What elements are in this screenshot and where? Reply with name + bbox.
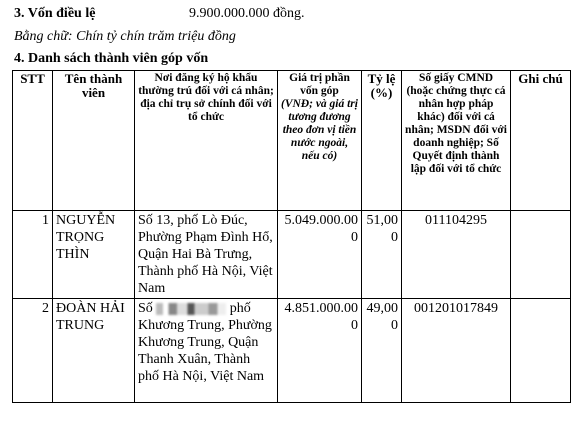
header-stt: STT xyxy=(13,71,53,211)
header-capital xyxy=(278,71,362,211)
table-row xyxy=(13,299,571,403)
address-mid: phố xyxy=(229,301,251,316)
charter-capital-line xyxy=(14,6,305,22)
charter-capital-value: 9.900.000.000 đồng. xyxy=(189,6,305,21)
header-member-name: Tên thành viên xyxy=(53,71,135,211)
header-ratio: Tỷ lệ (%) xyxy=(362,71,402,211)
cell-capital: 5.049.000.000 xyxy=(278,211,362,299)
cell-stt: 2 xyxy=(13,299,53,403)
header-address: Nơi đăng ký hộ khẩu thường trú đối với cá nhân; địa chỉ trụ sở chính đối với tổ chức xyxy=(135,71,278,211)
table-header-row xyxy=(13,71,571,211)
cell-note xyxy=(511,299,571,403)
charter-capital-label: 3. Vốn điều lệ xyxy=(14,6,96,21)
cell-address xyxy=(135,299,278,403)
capital-in-words: Bằng chữ: Chín tỷ chín trăm triệu đồng xyxy=(14,29,236,44)
header-note: Ghi chú xyxy=(511,71,571,211)
cell-member-name: ĐOÀN HẢI TRUNG xyxy=(53,299,135,403)
header-id-document: Số giấy CMND (hoặc chứng thực cá nhân hợp pháp khác) đối với cá nhân; MSDN đối với doanh nghiệp; Số Quyết định thành lập đối với tổ chức xyxy=(402,71,511,211)
cell-address: Số 13, phố Lò Đúc, Phường Phạm Đình Hổ, Quận Hai Bà Trưng, Thành phố Hà Nội, Việt Nam xyxy=(135,211,278,299)
redaction-blur xyxy=(156,303,226,315)
cell-capital: 4.851.000.000 xyxy=(278,299,362,403)
members-section-title: 4. Danh sách thành viên góp vốn xyxy=(14,51,209,66)
cell-ratio: 49,000 xyxy=(362,299,402,403)
cell-id-document: 001201017849 xyxy=(402,299,511,403)
cell-note xyxy=(511,211,571,299)
table-row xyxy=(13,211,571,299)
cell-id-document: 011104295 xyxy=(402,211,511,299)
cell-stt: 1 xyxy=(13,211,53,299)
cell-ratio: 51,000 xyxy=(362,211,402,299)
cell-member-name: NGUYỄN TRỌNG THÌN xyxy=(53,211,135,299)
members-table xyxy=(12,70,571,403)
address-start: Số xyxy=(138,301,153,316)
address-rest: Khương Trung, Phường Khương Trung, Quận Thanh Xuân, Thành phố Hà Nội, Việt Nam xyxy=(138,318,272,384)
header-capital-note: (VNĐ; và giá trị tương đương theo đơn vị tiền nước ngoài, nếu có) xyxy=(281,98,358,162)
header-capital-main: Giá trị phần vốn góp xyxy=(289,72,350,97)
